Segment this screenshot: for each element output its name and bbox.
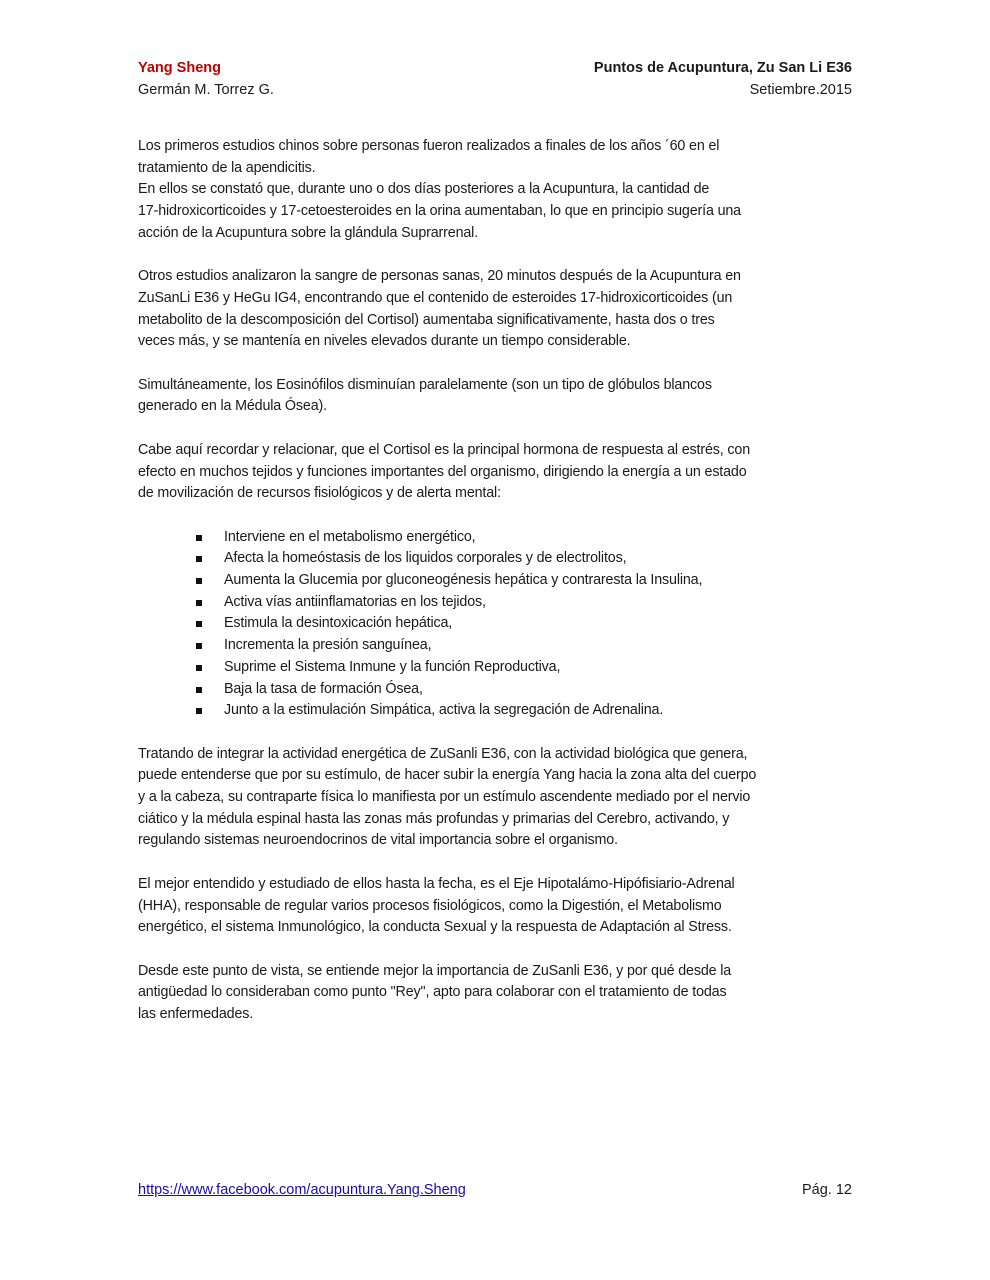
- square-bullet-icon: [196, 556, 202, 562]
- brand-name: Yang Sheng: [138, 60, 221, 76]
- paragraph: [138, 375, 878, 418]
- list-item-text: Baja la tasa de formación Ósea,: [224, 680, 423, 697]
- text-line: y a la cabeza, su contraparte física lo manifiesta por un estímulo ascendente mediado por el nervio: [138, 789, 751, 806]
- text-line: En ellos se constató que, durante uno o dos días posteriores a la Acupuntura, la cantidad de: [138, 181, 710, 198]
- text-line: las enfermedades.: [138, 1006, 254, 1023]
- list-item: [138, 657, 878, 679]
- text-line: tratamiento de la apendicitis.: [138, 159, 316, 176]
- square-bullet-icon: [196, 600, 202, 606]
- list-item: [138, 700, 878, 722]
- list-item: [138, 592, 878, 614]
- author-name: Germán M. Torrez G.: [138, 82, 274, 98]
- text-line: Los primeros estudios chinos sobre personas fueron realizados a finales de los años ´60 en el: [138, 138, 720, 154]
- list-item-text: Incrementa la presión sanguínea,: [224, 637, 432, 654]
- list-item-text: Junto a la estimulación Simpática, activa la segregación de Adrenalina.: [224, 702, 664, 719]
- list-item: [138, 679, 878, 701]
- square-bullet-icon: [196, 578, 202, 584]
- text-line: antigüedad lo consideraban como punto "Rey", apto para colaborar con el tratamiento de todas: [138, 984, 727, 1001]
- text-line: Cabe aquí recordar y relacionar, que el Cortisol es la principal hormona de respuesta al estrés, con: [138, 441, 751, 458]
- square-bullet-icon: [196, 665, 202, 671]
- text-line: ZuSanLi E36 y HeGu IG4, encontrando que el contenido de esteroides 17-hidroxicorticoides (un: [138, 289, 733, 306]
- document-title: Puntos de Acupuntura, Zu San Li E36: [593, 60, 852, 76]
- text-line: Desde este punto de vista, se entiende mejor la importancia de ZuSanli E36, y por qué desde la: [138, 962, 732, 979]
- list-item-text: Activa vías antiinflamatorias en los tejidos,: [224, 593, 486, 610]
- bullet-list: [138, 527, 878, 722]
- list-item: [138, 570, 878, 592]
- text-line: acción de la Acupuntura sobre la glándula Suprarrenal.: [138, 224, 479, 241]
- paragraph: [138, 874, 878, 939]
- square-bullet-icon: [196, 621, 202, 627]
- list-item-text: Estimula la desintoxicación hepática,: [224, 615, 453, 632]
- paragraph: [138, 440, 878, 505]
- paragraph: [138, 136, 878, 245]
- list-item-text: Afecta la homeóstasis de los liquidos corporales y de electrolitos,: [224, 550, 627, 567]
- paragraph: [138, 744, 878, 853]
- text-line: Simultáneamente, los Eosinófilos disminuían paralelamente (son un tipo de glóbulos blancos: [138, 376, 712, 393]
- text-line: 17-hidroxicorticoides y 17-cetoesteroides en la orina aumentaban, lo que en principio sugería una: [138, 203, 741, 220]
- square-bullet-icon: [196, 535, 202, 541]
- text-line: ciático y la médula espinal hasta las zonas más profundas y primarias del Cerebro, activando, y: [138, 810, 730, 827]
- text-line: veces más, y se mantenía en niveles elevados durante un tiempo considerable.: [138, 333, 631, 350]
- text-line: de movilización de recursos fisiológicos y de alerta mental:: [138, 485, 501, 502]
- square-bullet-icon: [196, 643, 202, 649]
- document-date: Setiembre.2015: [749, 82, 852, 98]
- page-number: Pág. 12: [802, 1182, 852, 1198]
- facebook-link[interactable]: https://www.facebook.com/acupuntura.Yang.Sheng: [138, 1182, 466, 1198]
- text-line: El mejor entendido y estudiado de ellos hasta la fecha, es el Eje Hipotalámo-Hipófisiario-Adrenal: [138, 875, 735, 892]
- list-item: [138, 635, 878, 657]
- square-bullet-icon: [196, 687, 202, 693]
- list-item: [138, 548, 878, 570]
- paragraph: [138, 266, 878, 353]
- list-item-text: Interviene en el metabolismo energético,: [224, 528, 476, 545]
- text-line: Tratando de integrar la actividad energética de ZuSanli E36, con la actividad biológica que genera,: [138, 745, 748, 762]
- document-body: [138, 136, 878, 1047]
- text-line: metabolito de la descomposición del Cortisol) aumentaba significativamente, hasta dos o tres: [138, 311, 715, 328]
- text-line: Otros estudios analizaron la sangre de personas sanas, 20 minutos después de la Acupuntura en: [138, 268, 741, 285]
- text-line: energético, el sistema Inmunológico, la conducta Sexual y la respuesta de Adaptación al Stress.: [138, 919, 732, 936]
- square-bullet-icon: [196, 708, 202, 714]
- text-line: puede entenderse que por su estímulo, de hacer subir la energía Yang hacia la zona alta del cuerpo: [138, 767, 757, 784]
- text-line: regulando sistemas neuroendocrinos de vital importancia sobre el organismo.: [138, 832, 618, 849]
- list-item: [138, 527, 878, 549]
- list-item: [138, 613, 878, 635]
- list-item-text: Aumenta la Glucemia por gluconeogénesis hepática y contraresta la Insulina,: [224, 572, 703, 588]
- text-line: generado en la Médula Ósea).: [138, 398, 327, 415]
- paragraph: [138, 961, 878, 1026]
- text-line: (HHA), responsable de regular varios procesos fisiológicos, como la Digestión, el Metabolismo: [138, 897, 722, 914]
- list-item-text: Suprime el Sistema Inmune y la función Reproductiva,: [224, 658, 561, 675]
- text-line: efecto en muchos tejidos y funciones importantes del organismo, dirigiendo la energía a un estado: [138, 463, 747, 480]
